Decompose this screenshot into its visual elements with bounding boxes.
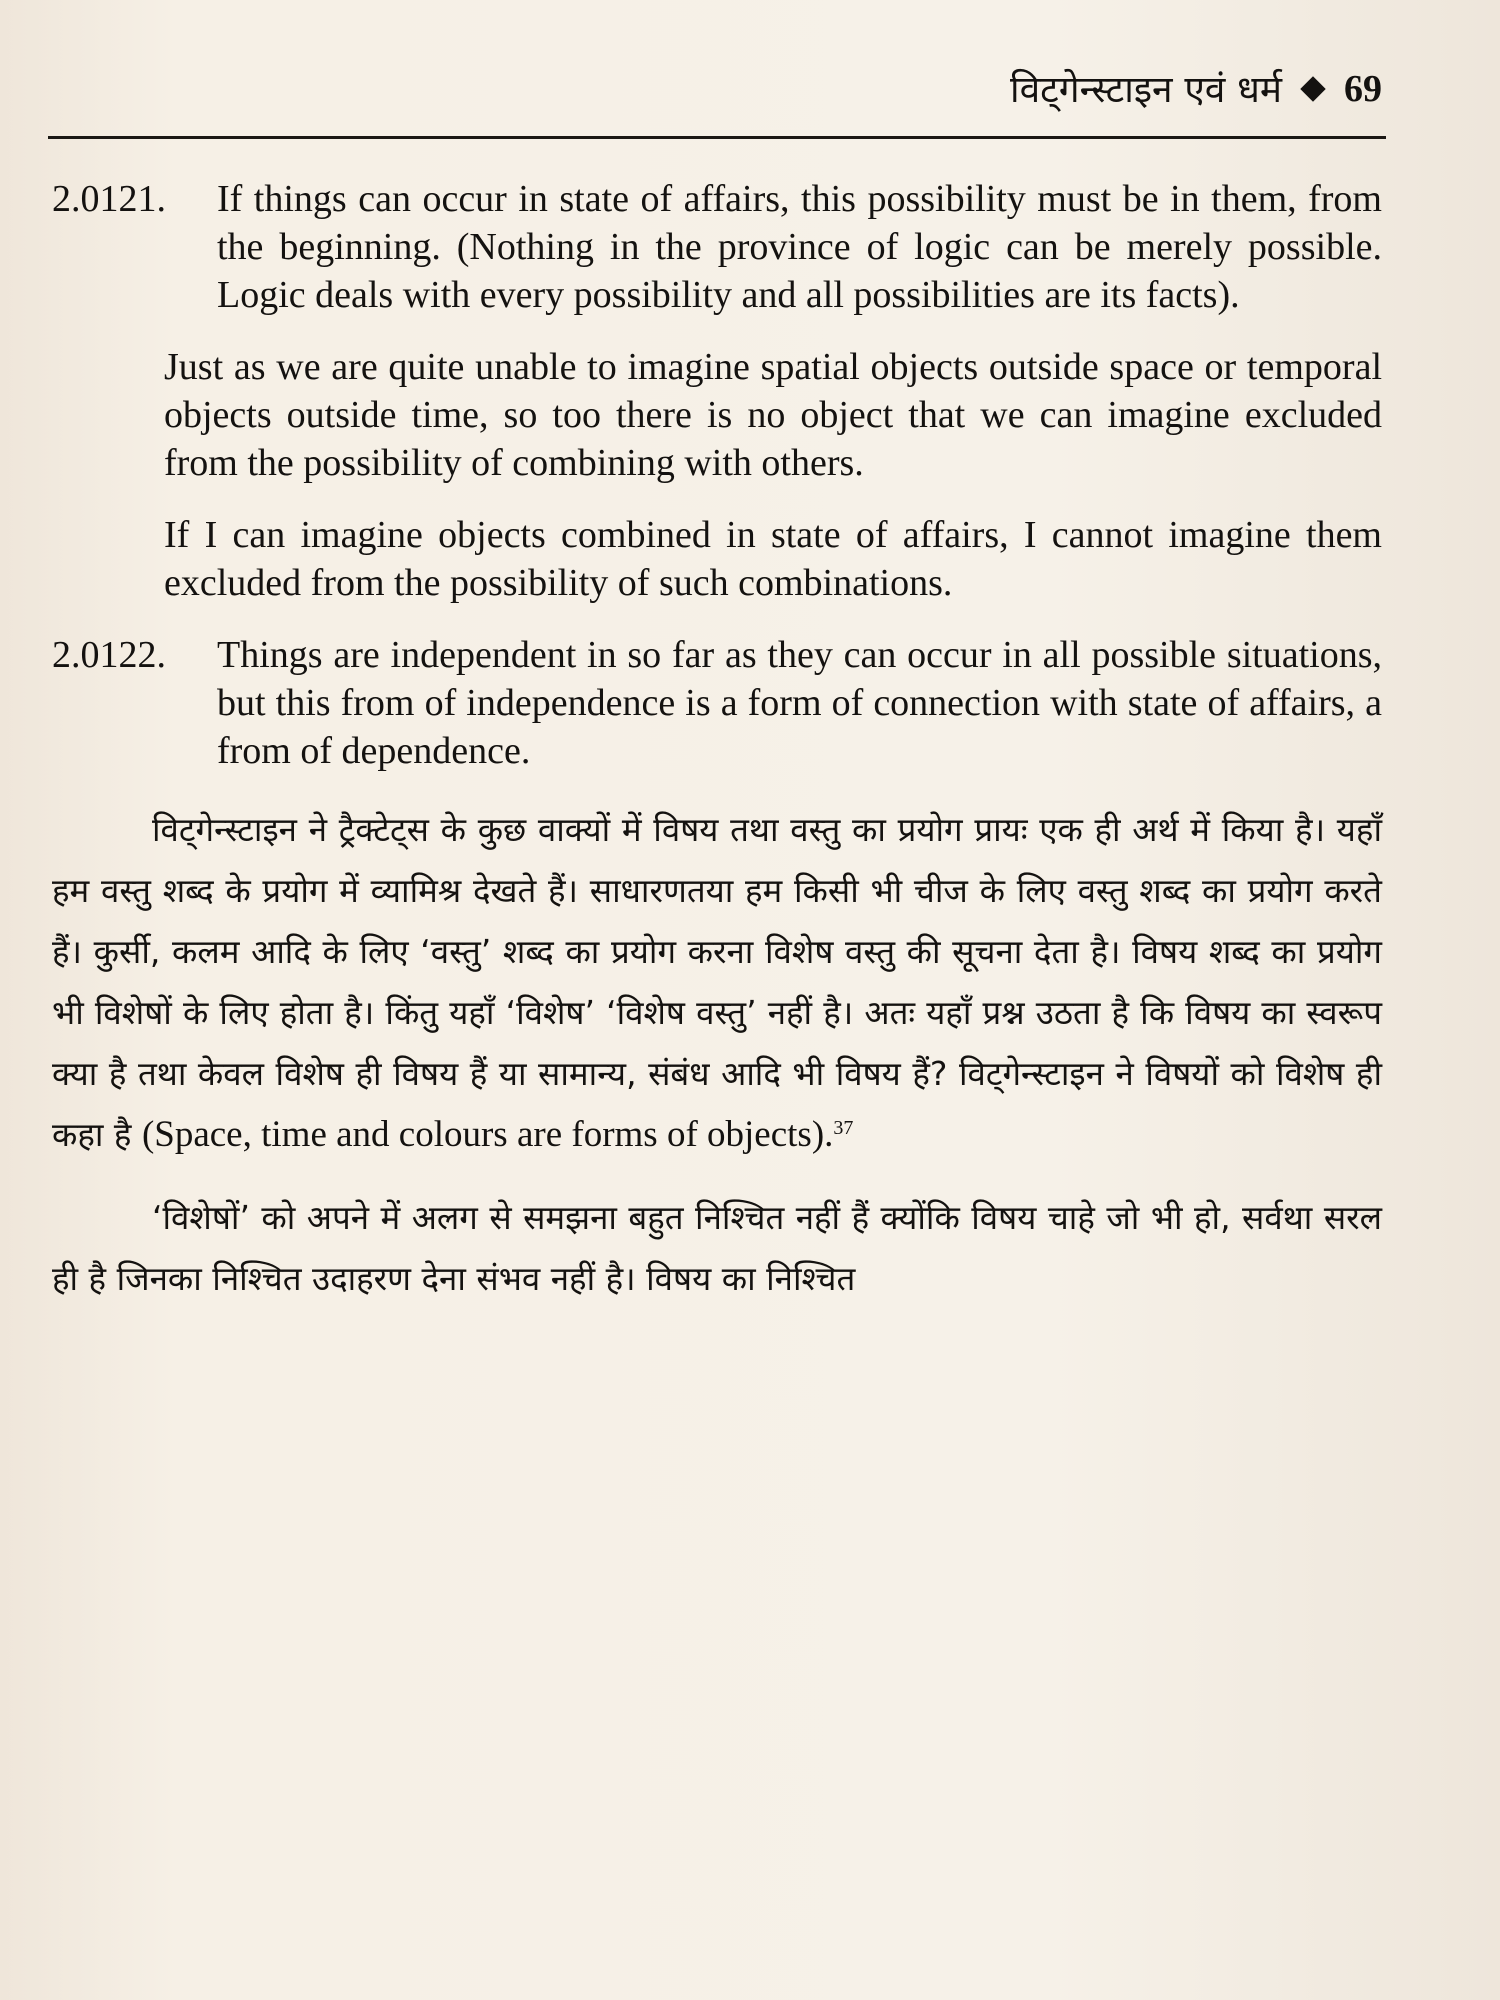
proposition-2-0122 <box>52 631 1382 775</box>
running-header <box>1009 67 1382 111</box>
diamond-icon <box>1300 76 1325 101</box>
footnote-marker: 37 <box>833 1117 854 1139</box>
english-quote: (Space, time and colours are forms of objects). <box>141 1114 834 1155</box>
page-number: 69 <box>1344 68 1382 110</box>
proposition-number: 2.0122. <box>52 634 166 676</box>
proposition-text: Things are independent in so far as they can occur in all possible situations, but this from of independence is a form of connection with state of affairs, a from of dependence. <box>217 634 1382 772</box>
hindi-paragraph: ‘विशेषों’ को अपने में अलग से समझना बहुत निश्चित नहीं हैं क्योंकि विषय चाहे जो भी हो, सर्वथा सरल ही है जिनका निश्चित उदाहरण देना संभव नहीं है। विषय का निश्चित <box>52 1198 1382 1298</box>
chapter-title: विट्गेन्स्टाइन एवं धर्म <box>1009 67 1282 111</box>
proposition-2-0121 <box>52 175 1382 319</box>
hindi-paragraph-text: विट्गेन्स्टाइन ने ट्रैक्टेट्स के कुछ वाक्यों में विषय तथा वस्तु का प्रयोग प्रायः एक ही अर्थ में किया है। यहाँ हम वस्तु शब्द के प्रयोग में व्यामिश्र देखते हैं। साधारणतया हम किसी भी चीज के लिए वस्तु शब्द का प्रयोग करते हैं। कुर्सी, कलम आदि के लिए ‘वस्तु’ शब्द का प्रयोग करना विशेष वस्तु की सूचना देता है। विषय शब्द का प्रयोग भी विशेषों के लिए होता है। किंतु यहाँ ‘विशेष’ ‘विशेष वस्तु’ नहीं है। अतः यहाँ प्रश्न उठता है कि विषय का स्वरूप क्या है तथा केवल विशेष ही विषय हैं या सामान्य, संबंध आदि भी विषय हैं? विट्गेन्स्टाइन ने विषयों को विशेष ही कहा है <box>52 810 1382 1154</box>
english-paragraph: Just as we are quite unable to imagine spatial objects outside space or temporal objects outside time, so too there is no object that we can imagine excluded from the possibility of combining with others. <box>164 346 1382 484</box>
header-rule <box>48 136 1386 139</box>
proposition-number: 2.0121. <box>52 178 166 220</box>
english-paragraph: If I can imagine objects combined in state of affairs, I cannot imagine them excluded from the possibility of such combinations. <box>164 514 1382 604</box>
page-body <box>52 175 1382 1309</box>
hindi-paragraph <box>52 799 1382 1165</box>
proposition-text: If things can occur in state of affairs, this possibility must be in them, from the beginning. (Nothing in the province of logic can be merely possible. Logic deals with every possibility and all possibilities are its facts). <box>217 178 1382 316</box>
